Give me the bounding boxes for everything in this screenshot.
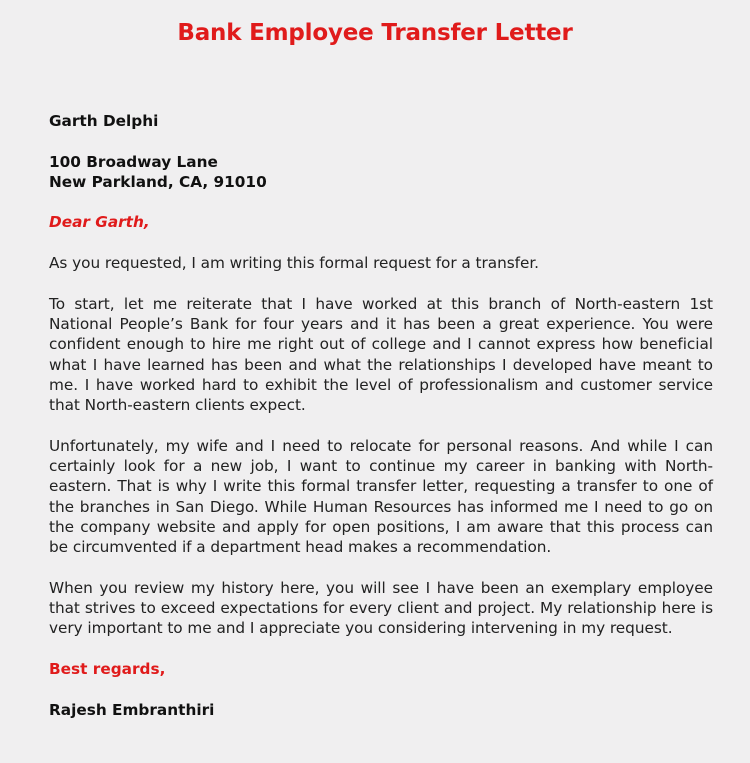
address-line-1: 100 Broadway Lane — [49, 152, 218, 171]
paragraph-history: When you review my history here, you will see I have been an exemplary employee that strives to exceed expectations for every client and project. My relationship here is very important to me and I appreciate you considering intervening in my request. — [49, 578, 713, 638]
paragraph-intro: As you requested, I am writing this formal request for a transfer. — [49, 254, 539, 273]
sender-address — [49, 152, 713, 193]
document-title: Bank Employee Transfer Letter — [177, 20, 573, 46]
address-line-2: New Parkland, CA, 91010 — [49, 172, 267, 191]
closing: Best regards, — [49, 660, 166, 679]
salutation: Dear Garth, — [49, 213, 150, 232]
paragraph-relocation: Unfortunately, my wife and I need to relocate for personal reasons. And while I can certainly look for a new job, I want to continue my career in banking with North-eastern. That is why I write this formal transfer letter, requesting a transfer to one of the branches in San Diego. While Human Resources has informed me I need to go on the company website and apply for open positions, I am aware that this process can be circumvented if a department head makes a recommendation. — [49, 436, 713, 557]
letter-body — [49, 111, 713, 740]
signature-name: Rajesh Embranthiri — [49, 700, 215, 719]
sender-name: Garth Delphi — [49, 112, 159, 130]
paragraph-experience: To start, let me reiterate that I have worked at this branch of North-eastern 1st National People’s Bank for four years and it has been a great experience. You were confident enough to hire me right out of college and I cannot express how beneficial what I have learned has been and what the relationships I developed have meant to me. I have worked hard to exhibit the level of professionalism and customer service that North-eastern clients expect. — [49, 294, 713, 415]
